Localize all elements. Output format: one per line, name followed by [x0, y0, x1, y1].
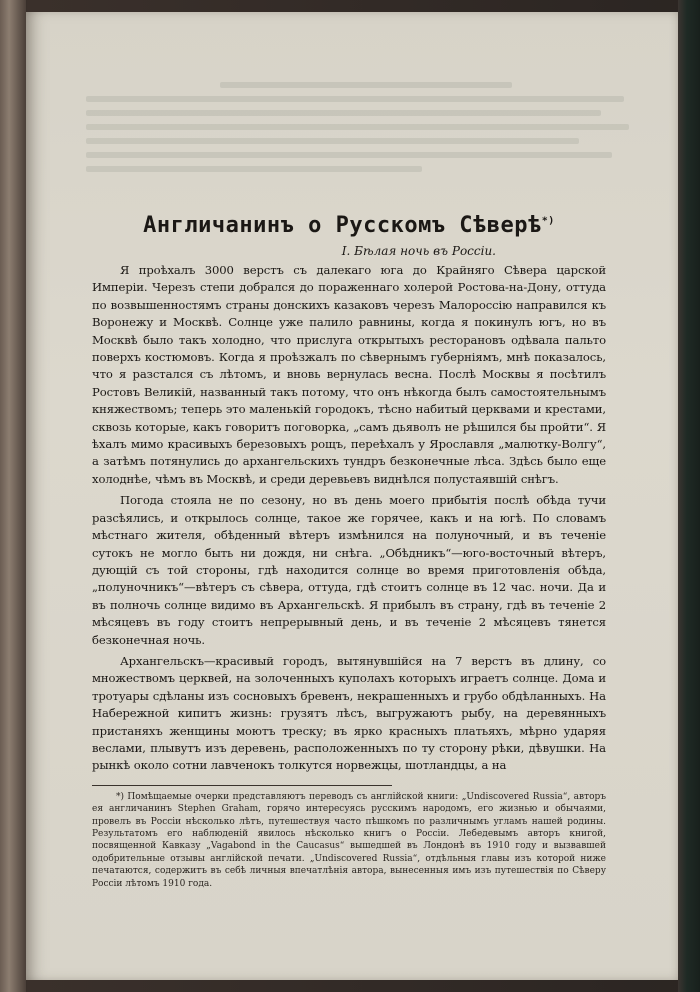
footnote-marker: *) — [541, 215, 555, 227]
article — [92, 213, 606, 890]
article-title-text: Англичанинъ о Русскомъ Сѣверѣ — [143, 213, 542, 238]
paragraph: Погода стояла не по сезону, но въ день моего прибытія послѣ обѣда тучи разсѣялись, и открылось солнце, такое же горячее, какъ и на югѣ. По словамъ мѣстнаго жителя, обѣденный вѣтеръ измѣнился на полуночный, и въ теченіе сутокъ не могло быть ни дождя, ни снѣга. „Обѣдникъ“—юго-восточный вѣтеръ, дующій съ той стороны, гдѣ находится солнце во время приготовленія обѣда, „полуночникъ“—вѣтеръ съ сѣвера, оттуда, гдѣ стоитъ солнце въ 12 час. ночи. Да и въ полночь солнце видимо въ Архангельскѣ. Я прибылъ въ страну, гдѣ въ теченіе 2 мѣсяцевъ въ году стоитъ непрерывный день, и въ теченіе 2 мѣсяцевъ тянется безконечная ночь. — [92, 493, 606, 647]
show-through-text — [86, 82, 646, 192]
book-cover-edge — [678, 0, 700, 992]
paragraph: Я проѣхалъ 3000 верстъ съ далекаго юга до Крайняго Сѣвера царской Имперіи. Черезъ степи добрался до пораженнаго холерой Ростова-на-Дону, оттуда по возвышенностямъ страны донскихъ казаковъ черезъ Малороссію направился къ Воронежу и Москвѣ. Солнце уже палило равнины, когда я покинулъ югъ, но въ Москвѣ было такъ холодно, что прислуга открытыхъ ресторановъ одѣвала пальто поверхъ костюмовъ. Когда я проѣзжалъ по сѣвернымъ губерніямъ, мнѣ показалось, что я разстался съ лѣтомъ, и вновь вернулась весна. Послѣ Москвы я посѣтилъ Ростовъ Великій, названный такъ потому, что онъ нѣкогда былъ самостоятельнымъ княжествомъ; теперь это маленькій городокъ, тѣсно набитый церквами и крестами, сквозь которые, какъ говоритъ поговорка, „самъ дьяволъ не рѣшился бы пройти“. Я ѣхалъ мимо красивыхъ березовыхъ рощъ, переѣхалъ у Ярославля „малютку-Волгу“, а затѣмъ потянулись до архангельскихъ тундръ безконечные лѣса. Здѣсь было еще холоднѣе, чѣмъ въ Москвѣ, и среди деревьевъ виднѣлся полустаявшій снѣгъ. — [92, 263, 606, 486]
article-body — [92, 262, 606, 775]
article-title — [92, 213, 606, 238]
paragraph: Архангельскъ—красивый городъ, вытянувшійся на 7 верстъ въ длину, со множествомъ церквей, на золоченныхъ куполахъ которыхъ играетъ солнце. Дома и тротуары сдѣланы изъ сосновыхъ бревенъ, некрашенныхъ и грубо обдѣланныхъ. На Набережной кипитъ жизнь: грузятъ лѣсъ, выгружаютъ рыбу, на деревянныхъ пристаняхъ женщины моютъ треску; въ ярко красныхъ платьяхъ, мѣрно ударяя веслами, плывутъ изъ деревень, расположенныхъ по ту сторону рѣки, дѣвушки. На рынкѣ около сотни лавченокъ толкутся норвежцы, шотландцы, а на — [92, 653, 606, 773]
book-spine — [0, 0, 26, 992]
footnote: *) Помѣщаемые очерки представляютъ переводъ съ англійской книги: „Undiscovered Russia“, авторъ ея англичанинъ Stephen Graham, горячо интересуясь русскимъ народомъ, его жизнью и обычаями, провелъ въ Россіи нѣсколько лѣтъ, путешествуя часто пѣшкомъ по различнымъ угламъ нашей родины. Результатомъ его наблюденій явилось нѣсколько книгъ о Россіи. Лебедевымъ авторъ книгой, посвященной Кавказу „Vagabond in the Caucasus“ вышедшей въ Лондонѣ въ 1910 году и вызвавшей одобрительные отзывы англійской печати. „Undiscovered Russia“, отдѣльныя главы изъ которой ниже печатаются, содержитъ въ себѣ личныя впечатлѣнія автора, вынесенныя имъ изъ путешествія по Сѣверу Россіи лѣтомъ 1910 года. — [92, 791, 606, 889]
section-heading: I. Бѣлая ночь въ Россіи. — [341, 244, 496, 258]
footnote-divider — [92, 785, 392, 786]
